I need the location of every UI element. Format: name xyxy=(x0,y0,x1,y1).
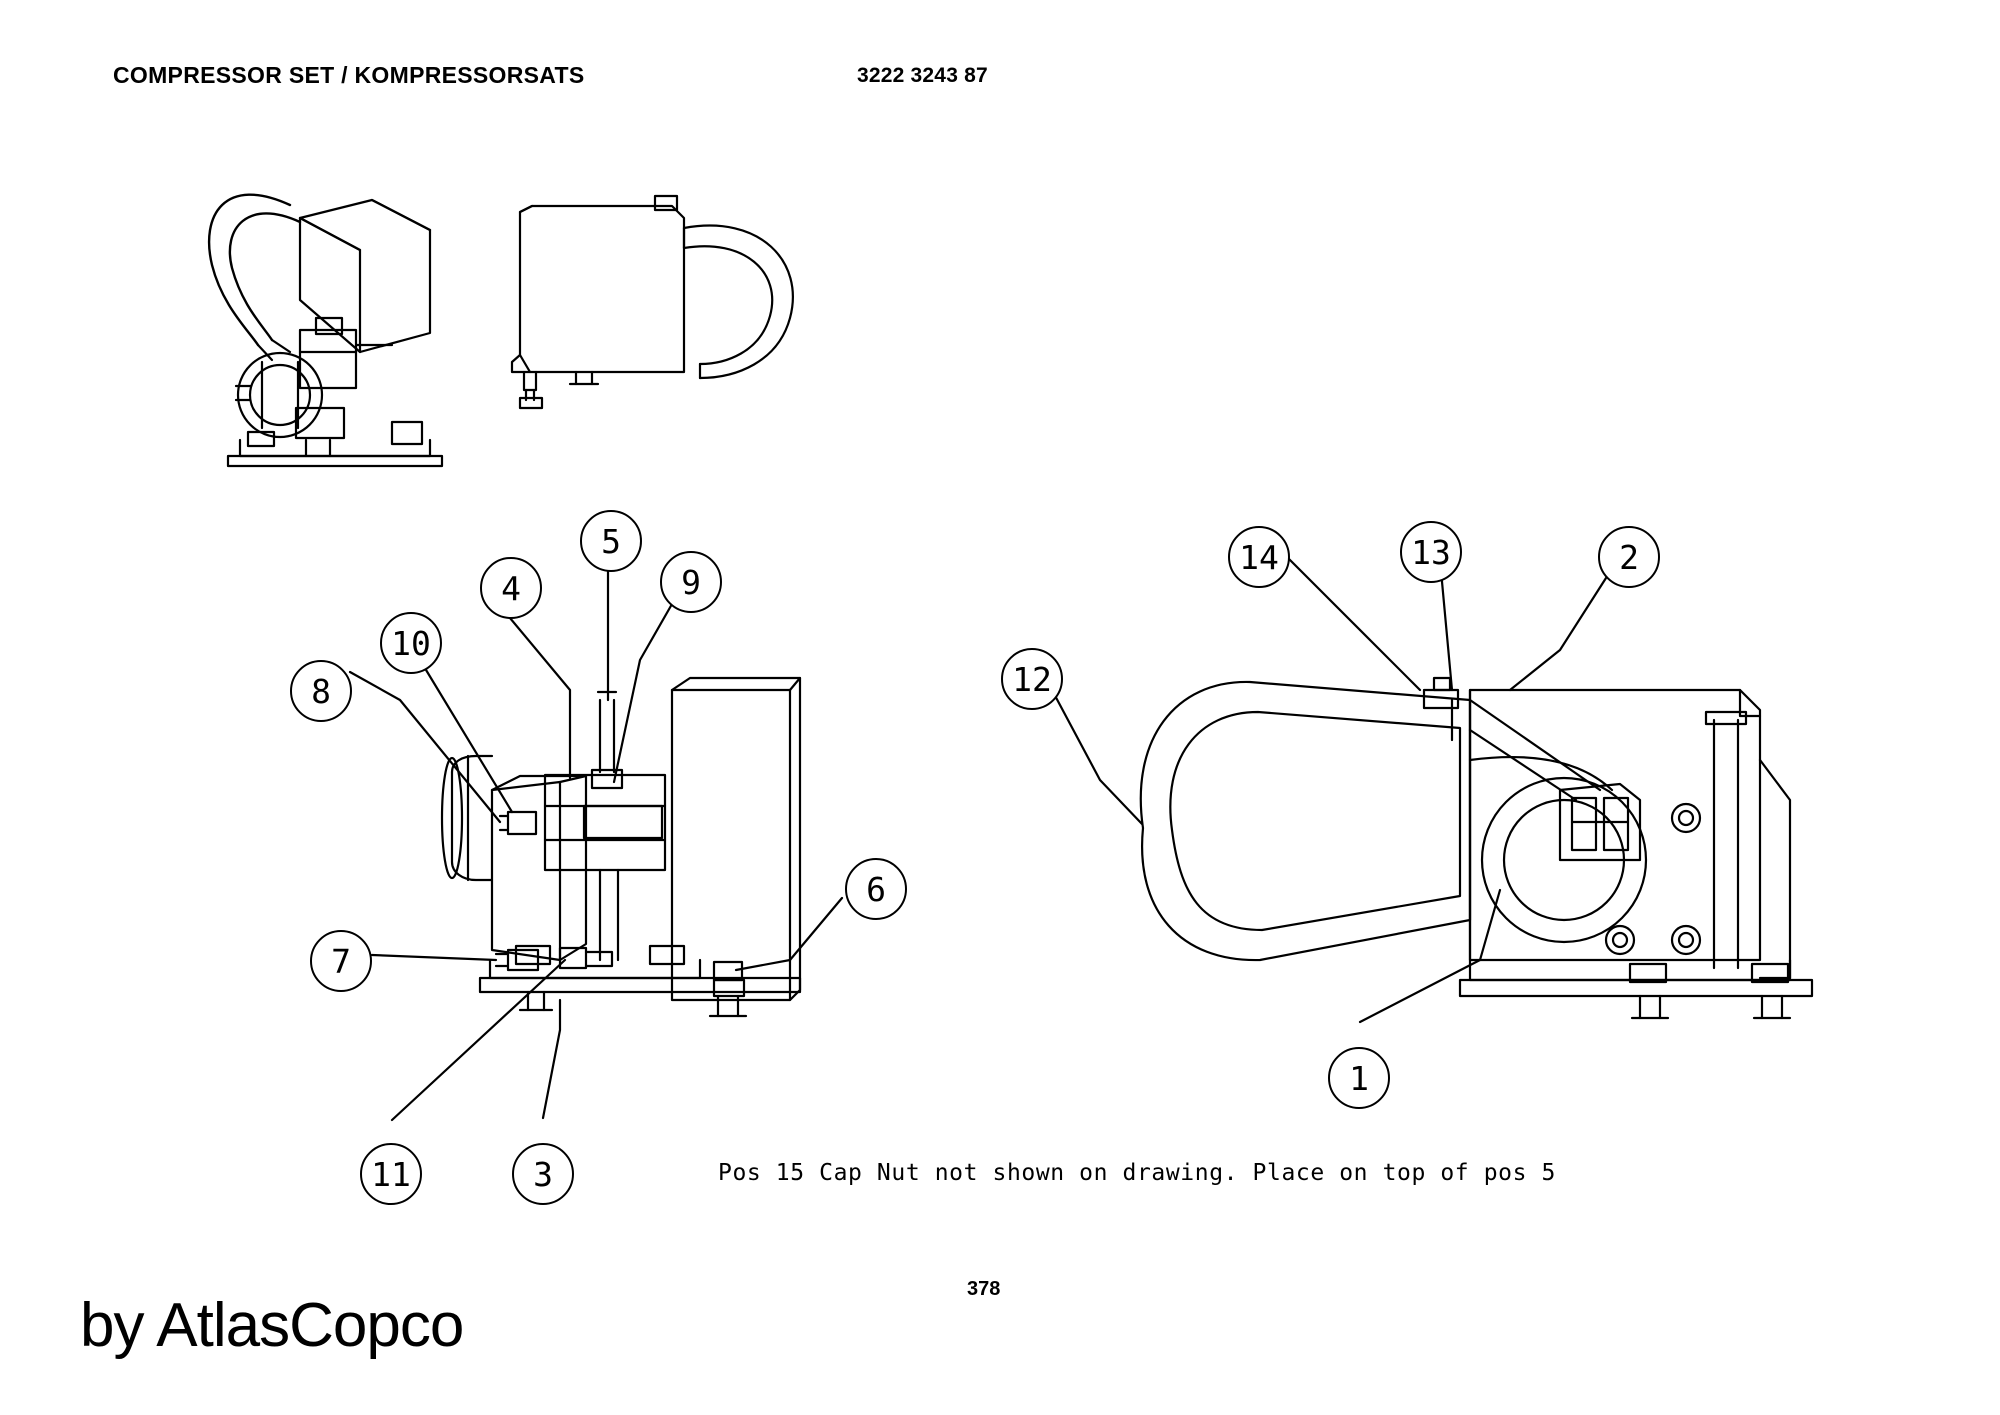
page-title: COMPRESSOR SET / KOMPRESSORSATS xyxy=(113,62,585,88)
fig-compressor-front-view xyxy=(442,678,800,1016)
callout-4[interactable]: 4 xyxy=(480,557,542,619)
brand-logo: by AtlasCopco xyxy=(80,1291,464,1360)
callout-13[interactable]: 13 xyxy=(1400,521,1462,583)
callout-7[interactable]: 7 xyxy=(310,930,372,992)
callout-2[interactable]: 2 xyxy=(1598,526,1660,588)
part-number: 3222 3243 87 xyxy=(857,64,988,87)
callout-3[interactable]: 3 xyxy=(512,1143,574,1205)
callout-12[interactable]: 12 xyxy=(1001,648,1063,710)
fig-compressor-side-view xyxy=(1141,678,1812,1018)
drawing-note: Pos 15 Cap Nut not shown on drawing. Place on top of pos 5 xyxy=(718,1160,1556,1186)
callout-6[interactable]: 6 xyxy=(845,858,907,920)
callout-11[interactable]: 11 xyxy=(360,1143,422,1205)
callout-1[interactable]: 1 xyxy=(1328,1047,1390,1109)
fig-belt-guard-cover xyxy=(512,196,793,408)
fig-compressor-assembly xyxy=(209,195,442,466)
page-number: 378 xyxy=(967,1278,1001,1300)
callout-14[interactable]: 14 xyxy=(1228,526,1290,588)
callout-8[interactable]: 8 xyxy=(290,660,352,722)
callout-9[interactable]: 9 xyxy=(660,551,722,613)
callout-10[interactable]: 10 xyxy=(380,612,442,674)
callout-5[interactable]: 5 xyxy=(580,510,642,572)
leader-lines xyxy=(350,552,1606,1120)
